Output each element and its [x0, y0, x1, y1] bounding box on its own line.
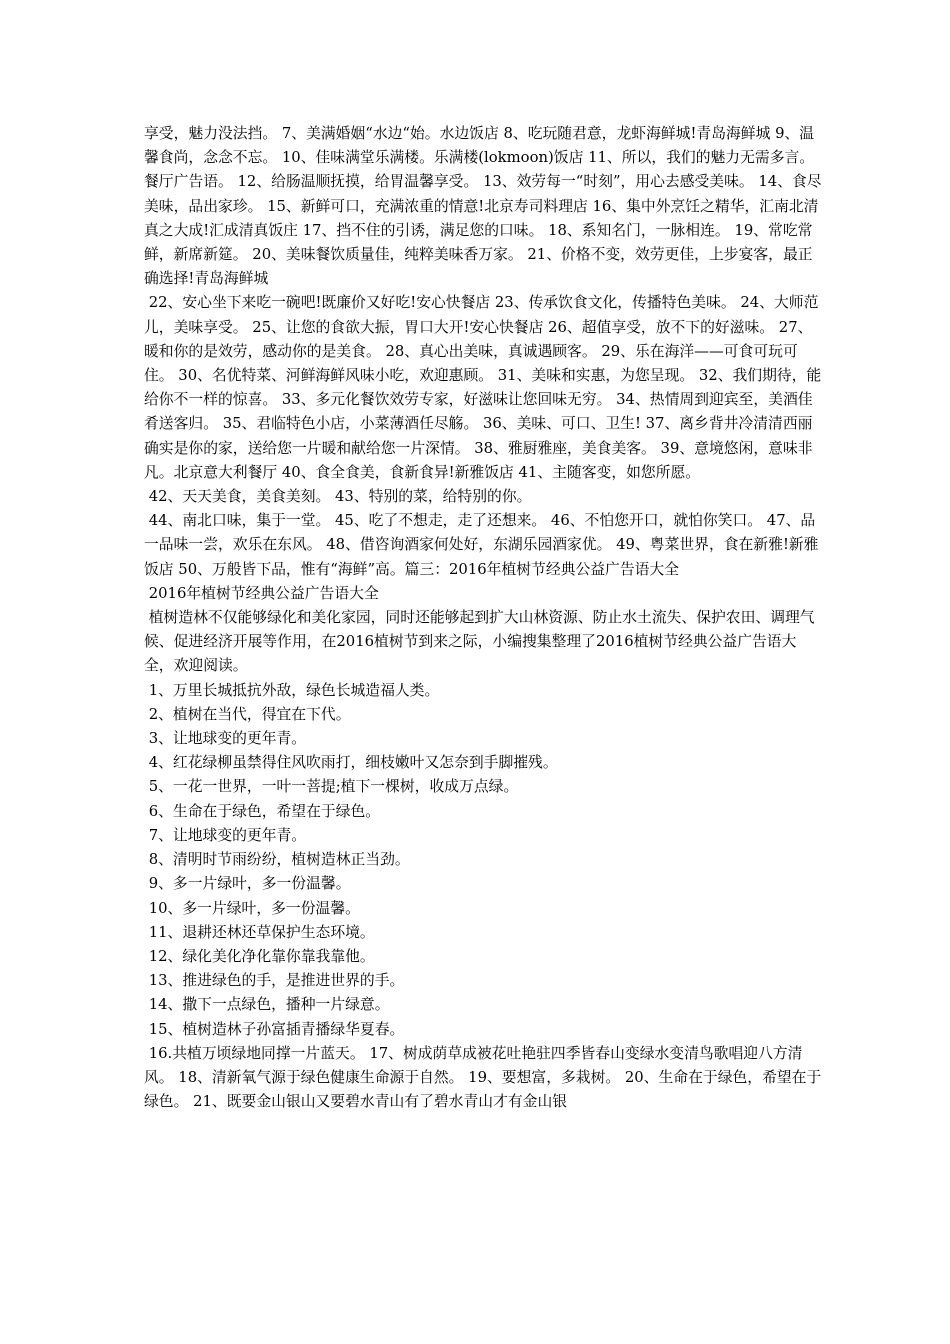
list-item: 12、绿化美化净化靠你靠我靠他。	[144, 947, 375, 965]
list-item: 5、一花一世界，一叶一菩提;植下一棵树，收成万点绿。	[144, 778, 519, 796]
list-item: 11、退耕还林还草保护生态环境。	[144, 923, 375, 941]
paragraph-restaurant-slogans-7-21: 享受，魅力没法挡。 7、美满婚姻“水边“始。水边饭店 8、吃玩随君意，龙虾海鲜城!青岛海鲜城 9、温馨食尚，念念不忘。 10、佳味满堂乐满楼。乐满楼(lokmoon)饭店 11、所以，我们的魅力无需多言。餐厅广告语。 12、给肠温顺抚摸，给胃温馨享受。 13、效劳每一“时刻”，用心去感受美味。 14、食尽美味，品出家珍。 15、新鲜可口，充满浓重的情意!北京寿司料理店 16、集中外烹饪之精华，汇南北清真之大成!汇成清真饭庄 17、挡不住的引诱，满足您的口味。 18、系知名门，一脉相连。 19、常吃常鲜，新席新筵。 20、美味餐饮质量佳，纯粹美味香万家。 21、价格不变，效劳更佳，上步宴客，最正确选择!青岛海鲜城	[144, 125, 822, 288]
paragraph-restaurant-slogans-44-50: 44、南北口味，集于一堂。 45、吃了不想走，走了还想来。 46、不怕您开口，就怕你笑口。 47、品一品味一尝，欢乐在东风。 48、借咨询酒家何处好，东湖乐园酒家优。 49、粤菜世界，食在新雅!新雅饭店 50、万般皆下品，惟有“海鲜”高。篇三：2016年植树节经典公益广告语大全	[144, 512, 819, 578]
list-item: 9、多一片绿叶，多一份温馨。	[144, 875, 351, 893]
list-item: 13、推进绿色的手，是推进世界的手。	[144, 972, 405, 990]
list-item: 10、多一片绿叶，多一份温馨。	[144, 899, 360, 917]
paragraph-restaurant-slogans-42-43: 42、天天美食，美食美刻。 43、特别的菜，给特别的你。	[144, 488, 532, 506]
list-item: 7、让地球变的更年青。	[144, 826, 307, 844]
list-item: 2、植树在当代，得宜在下代。	[144, 705, 351, 723]
section-title: 2016年植树节经典公益广告语大全	[144, 584, 379, 602]
list-item: 1、万里长城抵抗外敌，绿色长城造福人类。	[144, 681, 440, 699]
list-item: 4、红花绿柳虽禁得住风吹雨打，细枝嫩叶又怎奈到手脚摧残。	[144, 754, 558, 772]
paragraph-slogans-16-21: 16.共植万顷绿地同撑一片蓝天。 17、树成荫草成被花吐艳驻四季皆春山变绿水变清鸟歌唱迎八方清风。 18、清新氧气源于绿色健康生命源于自然。 19、要想富，多栽树。 20、生命在于绿色，希望在于绿色。 21、既要金山银山又要碧水青山有了碧水青山才有金山银	[144, 1044, 822, 1111]
document-body	[144, 122, 824, 1114]
intro-paragraph: 植树造林不仅能够绿化和美化家园，同时还能够起到扩大山林资源、防止水土流失、保护农田、调理气候、促进经济开展等作用，在2016植树节到来之际，小编搜集整理了2016植树节经典公益广告语大全，欢迎阅读。	[144, 609, 815, 675]
list-item: 3、让地球变的更年青。	[144, 730, 307, 748]
list-item: 8、清明时节雨纷纷，植树造林正当劲。	[144, 851, 410, 869]
paragraph-restaurant-slogans-22-41: 22、安心坐下来吃一碗吧!既廉价又好吃!安心快餐店 23、传承饮食文化，传播特色美味。 24、大师范儿，美味享受。 25、让您的食欲大振，胃口大开!安心快餐店 26、超值享受，放不下的好滋味。 27、暖和你的是效劳，感动你的是美食。 28、真心出美味，真诚遇顾客。 29、乐在海洋——可食可玩可住。 30、名优特菜、河鲜海鲜风味小吃，欢迎惠顾。 31、美味和实惠，为您呈现。 32、我们期待，能给你不一样的惊喜。 33、多元化餐饮效劳专家，好滋味让您回味无穷。 34、热情周到迎宾至，美酒佳肴送客归。 35、君临特色小店，小菜薄酒任尽觞。 36、美味、可口、卫生! 37、离乡背井冷清清西丽确实是你的家，送给您一片暖和献给您一片深情。 38、雅厨雅座，美食美客。 39、意境悠闲，意味非凡。北京意大利餐厅 40、食全食美，食新食异!新雅饭店 41、主随客变，如您所愿。	[144, 294, 822, 481]
list-item: 6、生命在于绿色，希望在于绿色。	[144, 802, 381, 820]
list-item: 14、撒下一点绿色，播种一片绿意。	[144, 996, 390, 1014]
list-item: 15、植树造林子孙富插青播绿华夏春。	[144, 1020, 405, 1038]
